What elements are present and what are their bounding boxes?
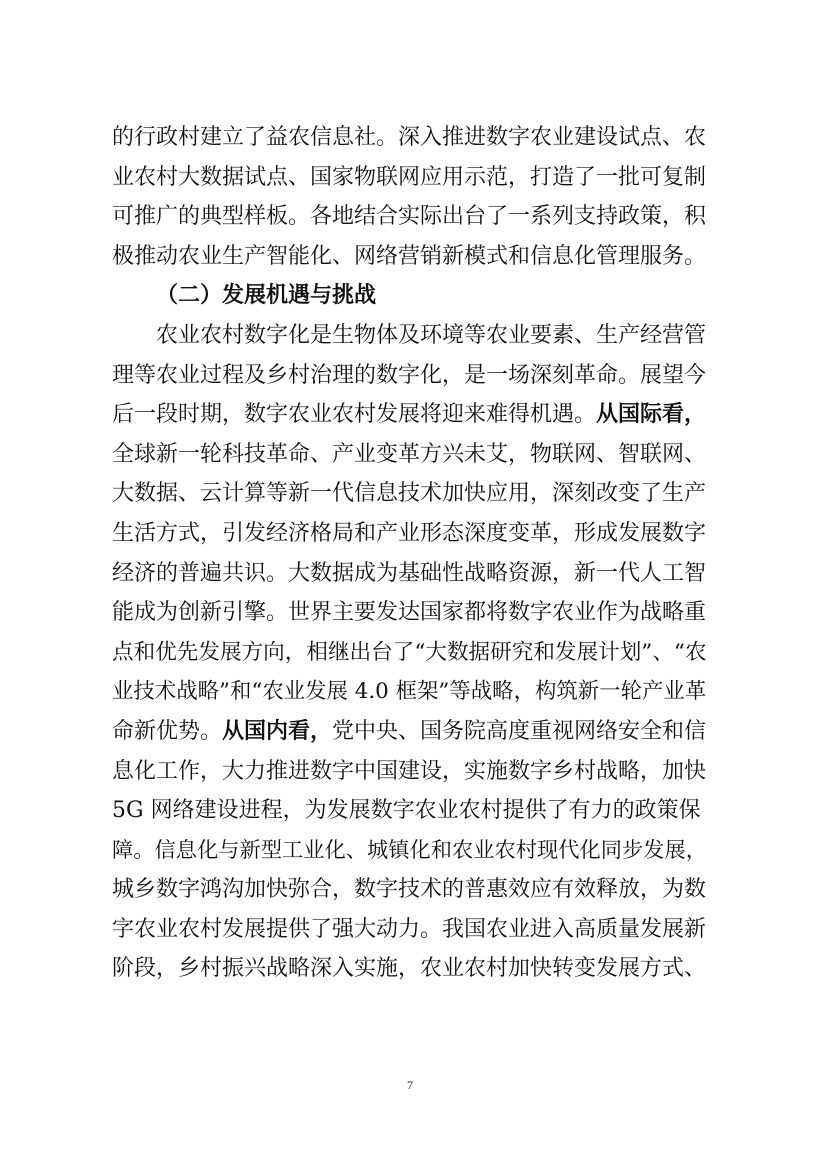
- text-run: 经济的普遍共识。大数据成为基础性战略资源，新一代人工智: [112, 560, 707, 586]
- paragraph-line: [112, 316, 710, 356]
- text-run: 障。信息化与新型工业化、城镇化和农业农村现代化同步发展，: [112, 837, 708, 863]
- text-run: 理等农业过程及乡村治理的数字化，是一场深刻革命。展望今: [112, 362, 707, 388]
- paragraph-line: [112, 118, 710, 158]
- text-run: 5G 网络建设进程，为发展数字农业农村提供了有力的政策保: [112, 798, 701, 824]
- text-run: 的行政村建立了益农信息社。深入推进数字农业建设试点、农: [112, 125, 707, 150]
- text-run: 命新优势。: [112, 718, 223, 744]
- paragraph-line: [112, 791, 710, 831]
- text-run: 全球新一轮科技革命、产业变革方兴未艾，物联网、智联网、: [112, 441, 707, 467]
- body-text: [112, 118, 710, 989]
- text-run: 城乡数字鸿沟加快弥合，数字技术的普惠效应有效释放，为数: [112, 877, 707, 903]
- text-run: 息化工作，大力推进数字中国建设，实施数字乡村战略，加快: [112, 758, 707, 784]
- text-run: 字农业农村发展提供了强大动力。我国农业进入高质量发展新: [112, 916, 707, 942]
- text-run: 党中央、国务院高度重视网络安全和信: [332, 718, 707, 744]
- paragraph-line: [112, 910, 710, 950]
- text-run: 大数据、云计算等新一代信息技术加快应用，深刻改变了生产: [112, 481, 707, 507]
- section-heading: （二）发展机遇与挑战: [156, 282, 377, 309]
- paragraph-line: [112, 593, 710, 633]
- paragraph-line: [112, 237, 710, 277]
- paragraph-line: [112, 870, 710, 910]
- paragraph-line: [112, 831, 710, 871]
- paragraph-line: [112, 514, 710, 554]
- paragraph-line: [112, 949, 710, 989]
- text-run: 业技术战略”和“农业发展 4.0 框架”等战略，构筑新一轮产业革: [112, 679, 707, 705]
- paragraph-line: [112, 435, 710, 475]
- paragraph-line: [112, 554, 710, 594]
- text-run: 阶段，乡村振兴战略深入实施，农业农村加快转变发展方式、: [112, 956, 707, 982]
- paragraph-line: [112, 752, 710, 792]
- text-run: 点和优先发展方向，相继出台了“大数据研究和发展计划”、“农: [112, 639, 707, 665]
- paragraph-line: [112, 356, 710, 396]
- text-run: 后一段时期，数字农业农村发展将迎来难得机遇。: [112, 402, 597, 428]
- text-run: 农业农村数字化是生物体及环境等农业要素、生产经营管: [156, 322, 707, 348]
- paragraph-line: [112, 712, 710, 752]
- text-run: 业农村大数据试点、国家物联网应用示范，打造了一批可复制: [112, 164, 707, 190]
- paragraph-line: [112, 672, 710, 712]
- paragraph-line: [112, 474, 710, 514]
- paragraph-line: [112, 197, 710, 237]
- text-run: 极推动农业生产智能化、网络营销新模式和信息化管理服务。: [112, 243, 707, 269]
- emphasis-text: 从国内看，: [222, 717, 333, 744]
- paragraph-line: [112, 633, 710, 673]
- text-run: 可推广的典型样板。各地结合实际出台了一系列支持政策，积: [112, 204, 707, 230]
- paragraph-line: [112, 158, 710, 198]
- paragraph-line: [112, 395, 710, 435]
- page-number: 7: [407, 1078, 413, 1092]
- text-run: 能成为创新引擎。世界主要发达国家都将数字农业作为战略重: [112, 600, 707, 626]
- text-run: 生活方式，引发经济格局和产业形态深度变革，形成发展数字: [112, 520, 707, 546]
- emphasis-text: 从国际看，: [596, 401, 707, 428]
